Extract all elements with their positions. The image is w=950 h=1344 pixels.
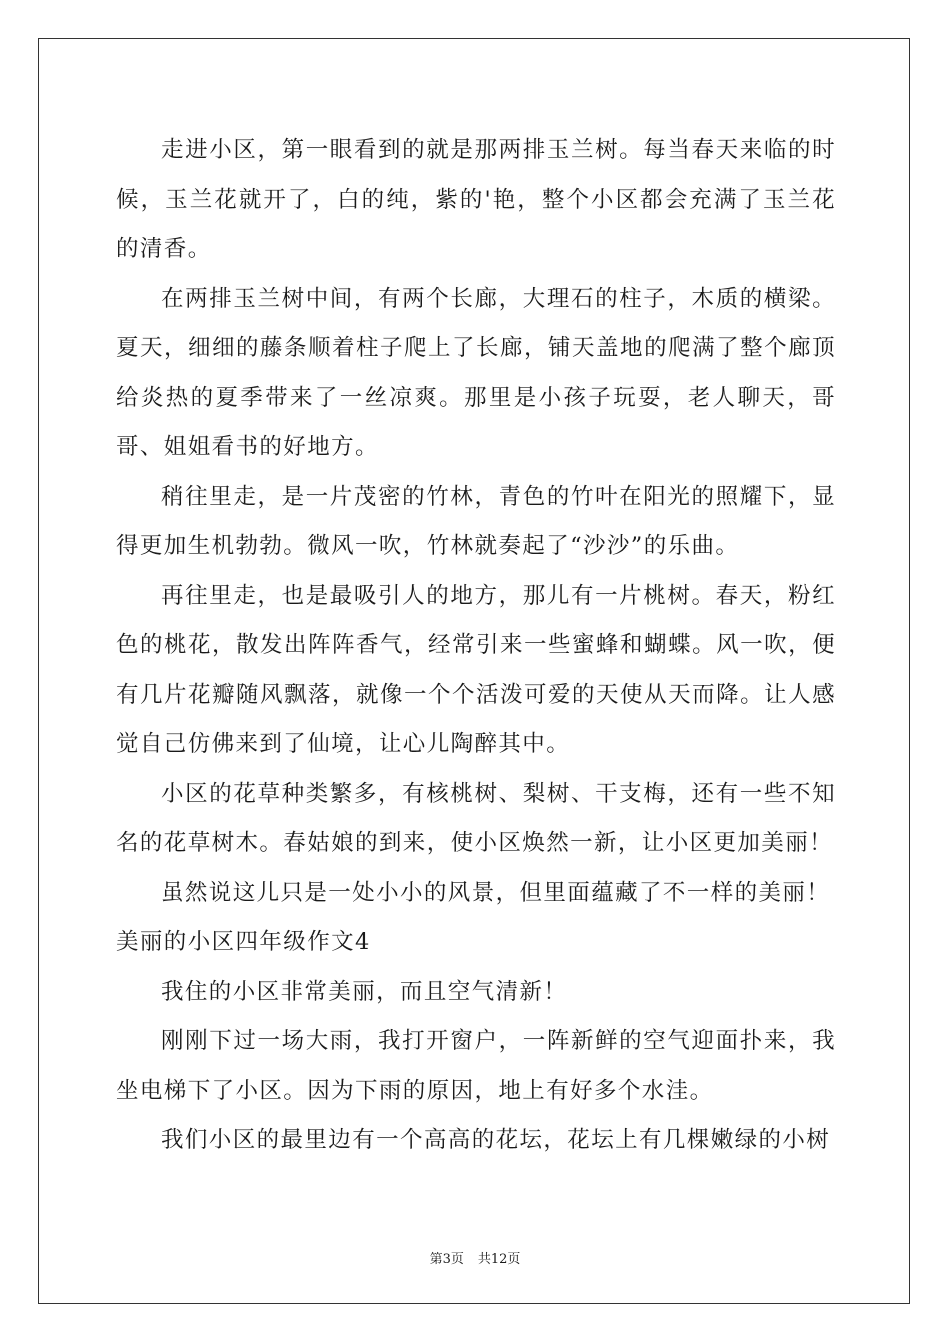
paragraph-5: 小区的花草种类繁多，有核桃树、梨树、干支梅，还有一些不知名的花草树木。春姑娘的到来，使小区焕然一新，让小区更加美丽！: [116, 780, 836, 856]
paragraph-8: 刚刚下过一场大雨，我打开窗户，一阵新鲜的空气迎面扑来，我坐电梯下了小区。因为下雨的原因，地上有好多个水洼。: [116, 1028, 836, 1104]
paragraph-3: 稍往里走，是一片茂密的竹林，青色的竹叶在阳光的照耀下，显得更加生机勃勃。微风一吹，竹林就奏起了“沙沙”的乐曲。: [116, 483, 836, 559]
paragraph-4: 再往里走，也是最吸引人的地方，那儿有一片桃树。春天，粉红色的桃花，散发出阵阵香气，经常引来一些蜜蜂和蝴蝶。风一吹，便有几片花瓣随风飘落，就像一个个活泼可爱的天使从天而降。让人感觉自己仿佛来到了仙境，让心儿陶醉其中。: [116, 582, 836, 757]
document-body: [116, 126, 836, 1166]
paragraph-7: 我住的小区非常美丽，而且空气清新！: [161, 978, 568, 1005]
paragraph-6: 虽然说这儿只是一处小小的风景，但里面蕴藏了不一样的美丽！: [161, 879, 831, 906]
page-number: 第3页: [429, 1252, 464, 1267]
paragraph-2: 在两排玉兰树中间，有两个长廊，大理石的柱子，木质的横梁。夏天，细细的藤条顺着柱子爬上了长廊，铺天盖地的爬满了整个廊顶给炎热的夏季带来了一丝凉爽。那里是小孩子玩耍，老人聊天，哥哥、姐姐看书的好地方。: [116, 285, 836, 460]
paragraph-1: 走进小区，第一眼看到的就是那两排玉兰树。每当春天来临的时候，玉兰花就开了，白的纯，紫的'艳，整个小区都会充满了玉兰花的清香。: [116, 137, 836, 262]
page-footer: [0, 1248, 950, 1267]
section-title: 美丽的小区四年级作文4: [116, 929, 371, 955]
total-pages: 共12页: [477, 1252, 521, 1267]
paragraph-9: 我们小区的最里边有一个高高的花坛，花坛上有几棵嫩绿的小树: [161, 1127, 831, 1153]
